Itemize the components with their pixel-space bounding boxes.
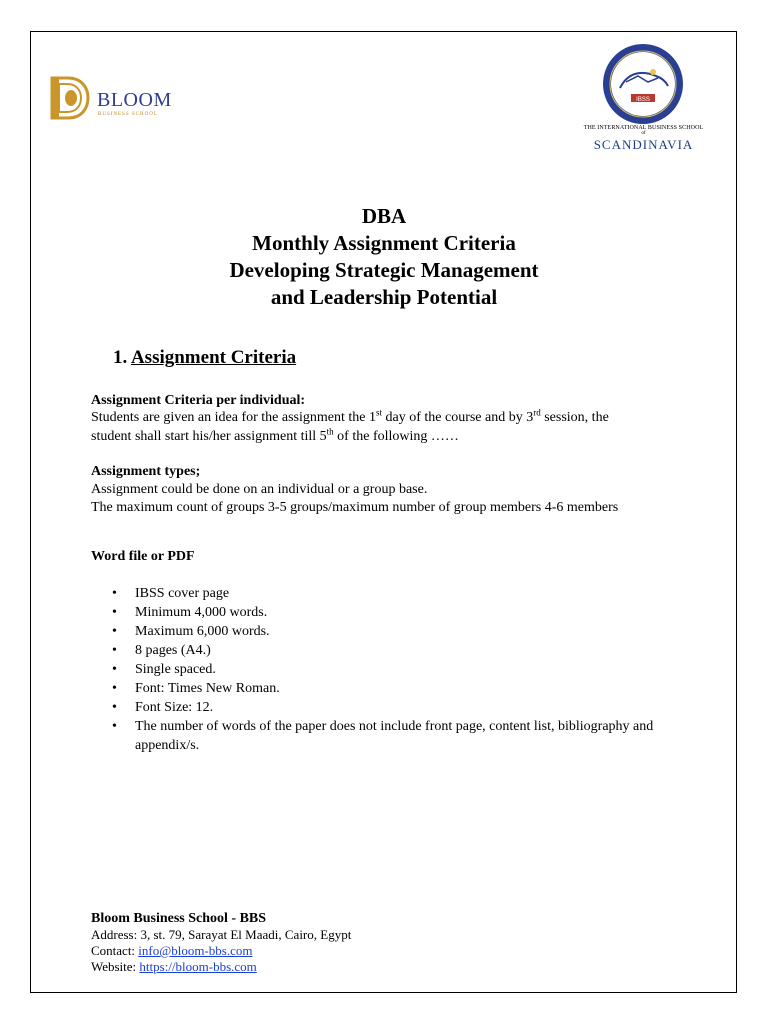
title-line-2: Monthly Assignment Criteria (252, 231, 516, 255)
document-title (0, 203, 768, 311)
section-title: Assignment Criteria (130, 347, 297, 368)
footer-address: Address: 3, st. 79, Sarayat El Maadi, Cairo, Egypt (91, 927, 352, 942)
types-heading: Assignment types; (91, 464, 201, 479)
types-line-1: Assignment could be done on an individual or a group base. (91, 482, 428, 497)
list-item: • Maximum 6,000 words. (112, 622, 692, 641)
ibss-of: of (641, 131, 646, 136)
bloom-mark-icon (50, 76, 90, 120)
section-heading (113, 347, 296, 369)
list-item: • Font Size: 12. (112, 698, 692, 717)
list-item: • The number of words of the paper does not include front page, content list, bibliography and appendix/s. (112, 717, 692, 755)
title-line-3: Developing Strategic Management (229, 258, 539, 282)
criteria-heading: Assignment Criteria per individual: (91, 393, 306, 408)
criteria-line-1: Students are given an idea for the assignment the 1st day of the course and by 3rd session, the (91, 407, 609, 425)
footer-school-name: Bloom Business School - BBS (91, 911, 267, 926)
website-link[interactable]: https://bloom-bbs.com (139, 959, 257, 974)
ibss-caption: THE INTERNATIONAL BUSINESS SCHOOL (583, 125, 704, 131)
format-heading: Word file or PDF (91, 549, 195, 564)
ibss-seal-text: IBSS (636, 97, 650, 103)
list-item: • 8 pages (A4.) (112, 641, 692, 660)
criteria-line-2: student shall start his/her assignment till 5th of the following …… (91, 426, 459, 444)
ibss-seal-icon (598, 42, 688, 126)
bloom-wordmark: BLOOM (97, 89, 172, 111)
list-item: • Font: Times New Roman. (112, 679, 692, 698)
title-line-4: and Leadership Potential (270, 285, 498, 309)
contact-email-link[interactable]: info@bloom-bbs.com (138, 943, 253, 958)
list-item: • IBSS cover page (112, 584, 692, 603)
list-item: • Single spaced. (112, 660, 692, 679)
list-item: • Minimum 4,000 words. (112, 603, 692, 622)
footer-website: Website: https://bloom-bbs.com (91, 959, 257, 974)
ibss-name: SCANDINAVIA (593, 137, 694, 152)
title-line-1: DBA (361, 204, 407, 228)
section-number: 1. (113, 347, 128, 368)
footer (91, 911, 351, 975)
types-line-2: The maximum count of groups 3-5 groups/maximum number of group members 4-6 members (91, 500, 619, 515)
format-list (112, 584, 692, 755)
bloom-subtitle: BUSINESS SCHOOL (98, 112, 158, 117)
bloom-logo (50, 76, 185, 120)
footer-contact: Contact: info@bloom-bbs.com (91, 943, 253, 958)
